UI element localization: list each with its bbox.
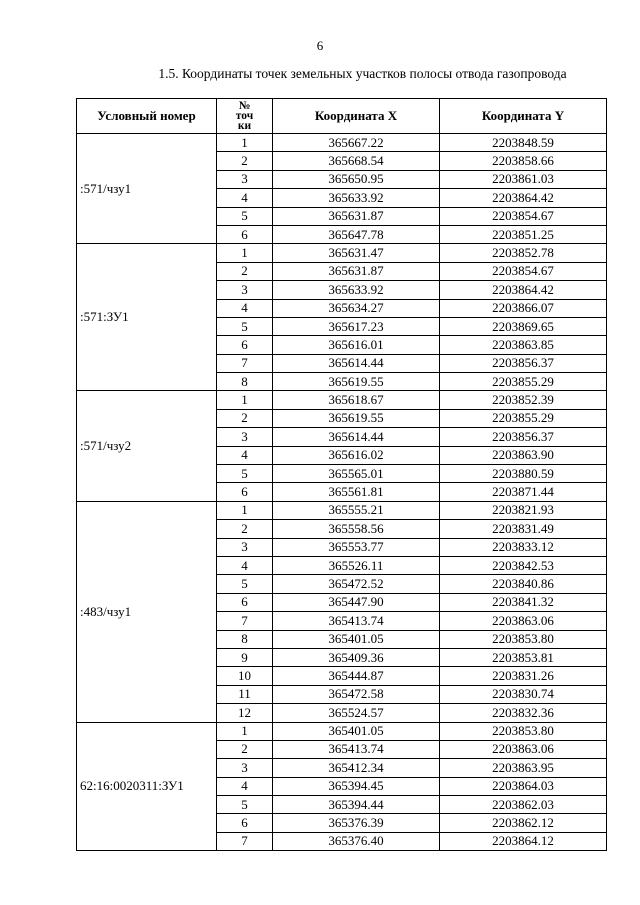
coordinate-y-cell: 2203863.06 (440, 612, 607, 630)
coordinate-x-cell: 365619.55 (273, 373, 440, 391)
coordinate-x-cell: 365619.55 (273, 409, 440, 427)
point-number-cell: 5 (217, 317, 273, 335)
coordinate-x-cell: 365634.27 (273, 299, 440, 317)
coordinate-y-cell: 2203853.80 (440, 722, 607, 740)
header-point-number (217, 99, 273, 134)
coordinate-y-cell: 2203851.25 (440, 225, 607, 243)
coordinate-y-cell: 2203864.42 (440, 281, 607, 299)
coordinate-x-cell: 365631.87 (273, 207, 440, 225)
coordinate-y-cell: 2203831.26 (440, 667, 607, 685)
coordinate-x-cell: 365413.74 (273, 740, 440, 758)
point-number-cell: 1 (217, 722, 273, 740)
coordinate-y-cell: 2203852.78 (440, 244, 607, 262)
point-number-cell: 4 (217, 299, 273, 317)
point-number-cell: 8 (217, 630, 273, 648)
point-number-cell: 9 (217, 648, 273, 666)
point-number-cell: 1 (217, 134, 273, 152)
coordinate-x-cell: 365472.52 (273, 575, 440, 593)
coordinate-y-cell: 2203832.36 (440, 704, 607, 722)
coordinate-x-cell: 365614.44 (273, 354, 440, 372)
point-number-cell: 1 (217, 244, 273, 262)
coordinate-x-cell: 365553.77 (273, 538, 440, 556)
coordinate-y-cell: 2203830.74 (440, 685, 607, 703)
point-number-cell: 3 (217, 170, 273, 188)
point-number-cell: 6 (217, 814, 273, 832)
coordinate-x-cell: 365631.47 (273, 244, 440, 262)
coordinate-y-cell: 2203862.12 (440, 814, 607, 832)
coordinate-x-cell: 365444.87 (273, 667, 440, 685)
point-number-cell: 5 (217, 465, 273, 483)
coordinate-y-cell: 2203853.80 (440, 630, 607, 648)
coordinate-x-cell: 365555.21 (273, 501, 440, 519)
coordinate-y-cell: 2203861.03 (440, 170, 607, 188)
coordinate-y-cell: 2203856.37 (440, 428, 607, 446)
point-number-cell: 8 (217, 373, 273, 391)
coordinate-x-cell: 365558.56 (273, 520, 440, 538)
coordinate-y-cell: 2203863.85 (440, 336, 607, 354)
point-number-cell: 7 (217, 354, 273, 372)
coordinate-y-cell: 2203842.53 (440, 556, 607, 574)
header-point-line: № (238, 100, 251, 112)
table-row (77, 391, 607, 409)
coordinate-x-cell: 365472.58 (273, 685, 440, 703)
point-number-cell: 7 (217, 612, 273, 630)
point-number-cell: 6 (217, 225, 273, 243)
coordinate-y-cell: 2203863.95 (440, 759, 607, 777)
header-coordinate-x: Координата X (273, 99, 440, 134)
coordinate-x-cell: 365565.01 (273, 465, 440, 483)
parcel-name-cell: :483/чзу1 (77, 501, 217, 722)
coordinate-y-cell: 2203864.42 (440, 189, 607, 207)
coordinate-y-cell: 2203854.67 (440, 207, 607, 225)
coordinate-x-cell: 365447.90 (273, 593, 440, 611)
coordinate-x-cell: 365633.92 (273, 189, 440, 207)
coordinate-y-cell: 2203855.29 (440, 373, 607, 391)
parcel-name-cell: 62:16:0020311:ЗУ1 (77, 722, 217, 851)
coordinate-y-cell: 2203866.07 (440, 299, 607, 317)
point-number-cell: 2 (217, 740, 273, 758)
coordinate-y-cell: 2203862.03 (440, 796, 607, 814)
parcel-name-cell: :571/чзу1 (77, 134, 217, 244)
point-number-cell: 4 (217, 189, 273, 207)
coordinates-table (76, 98, 607, 851)
point-number-cell: 2 (217, 409, 273, 427)
coordinate-y-cell: 2203863.90 (440, 446, 607, 464)
point-number-cell: 2 (217, 262, 273, 280)
point-number-cell: 12 (217, 704, 273, 722)
coordinate-x-cell: 365401.05 (273, 722, 440, 740)
table-row (77, 501, 607, 519)
coordinate-y-cell: 2203869.65 (440, 317, 607, 335)
coordinate-x-cell: 365617.23 (273, 317, 440, 335)
coordinate-x-cell: 365394.44 (273, 796, 440, 814)
header-conditional-number: Условный номер (77, 99, 217, 134)
table-row (77, 722, 607, 740)
point-number-cell: 5 (217, 575, 273, 593)
coordinate-y-cell: 2203840.86 (440, 575, 607, 593)
coordinate-x-cell: 365526.11 (273, 556, 440, 574)
point-number-cell: 6 (217, 593, 273, 611)
parcel-name-cell: :571/чзу2 (77, 391, 217, 501)
coordinate-y-cell: 2203852.39 (440, 391, 607, 409)
coordinate-x-cell: 365524.57 (273, 704, 440, 722)
header-point-line: ки (237, 120, 252, 132)
coordinate-y-cell: 2203841.32 (440, 593, 607, 611)
coordinate-y-cell: 2203848.59 (440, 134, 607, 152)
coordinate-x-cell: 365631.87 (273, 262, 440, 280)
coordinate-x-cell: 365650.95 (273, 170, 440, 188)
coordinate-x-cell: 365376.39 (273, 814, 440, 832)
point-number-cell: 6 (217, 483, 273, 501)
point-number-cell: 4 (217, 556, 273, 574)
coordinate-x-cell: 365376.40 (273, 832, 440, 850)
coordinate-y-cell: 2203821.93 (440, 501, 607, 519)
header-point-line: точ (235, 110, 254, 122)
table-header-row (77, 99, 607, 134)
header-coordinate-y: Координата Y (440, 99, 607, 134)
table-body (77, 134, 607, 851)
coordinate-y-cell: 2203880.59 (440, 465, 607, 483)
point-number-cell: 4 (217, 446, 273, 464)
section-heading: 1.5. Координаты точек земельных участков полосы отвода газопровода (158, 66, 567, 81)
coordinate-y-cell: 2203871.44 (440, 483, 607, 501)
coordinate-y-cell: 2203831.49 (440, 520, 607, 538)
point-number-cell: 3 (217, 281, 273, 299)
point-number-cell: 2 (217, 152, 273, 170)
coordinate-x-cell: 365412.34 (273, 759, 440, 777)
point-number-cell: 2 (217, 520, 273, 538)
point-number-cell: 1 (217, 391, 273, 409)
point-number-cell: 7 (217, 832, 273, 850)
coordinate-x-cell: 365561.81 (273, 483, 440, 501)
coordinate-x-cell: 365616.02 (273, 446, 440, 464)
coordinate-x-cell: 365618.67 (273, 391, 440, 409)
page-number: 6 (316, 38, 324, 53)
table-row (77, 244, 607, 262)
point-number-cell: 3 (217, 538, 273, 556)
coordinate-x-cell: 365401.05 (273, 630, 440, 648)
coordinate-y-cell: 2203858.66 (440, 152, 607, 170)
coordinate-x-cell: 365614.44 (273, 428, 440, 446)
coordinate-x-cell: 365668.54 (273, 152, 440, 170)
coordinate-x-cell: 365394.45 (273, 777, 440, 795)
coordinate-y-cell: 2203854.67 (440, 262, 607, 280)
point-number-cell: 10 (217, 667, 273, 685)
coordinate-x-cell: 365616.01 (273, 336, 440, 354)
coordinate-y-cell: 2203833.12 (440, 538, 607, 556)
coordinate-x-cell: 365633.92 (273, 281, 440, 299)
table-row (77, 134, 607, 152)
coordinate-y-cell: 2203864.12 (440, 832, 607, 850)
parcel-name-cell: :571:ЗУ1 (77, 244, 217, 391)
point-number-cell: 5 (217, 796, 273, 814)
point-number-cell: 3 (217, 428, 273, 446)
point-number-cell: 1 (217, 501, 273, 519)
point-number-cell: 3 (217, 759, 273, 777)
point-number-cell: 6 (217, 336, 273, 354)
coordinate-y-cell: 2203856.37 (440, 354, 607, 372)
coordinate-x-cell: 365647.78 (273, 225, 440, 243)
point-number-cell: 5 (217, 207, 273, 225)
coordinate-y-cell: 2203864.03 (440, 777, 607, 795)
coordinate-y-cell: 2203853.81 (440, 648, 607, 666)
coordinate-x-cell: 365409.36 (273, 648, 440, 666)
point-number-cell: 11 (217, 685, 273, 703)
coordinate-x-cell: 365667.22 (273, 134, 440, 152)
coordinate-y-cell: 2203863.06 (440, 740, 607, 758)
coordinate-y-cell: 2203855.29 (440, 409, 607, 427)
coordinate-x-cell: 365413.74 (273, 612, 440, 630)
point-number-cell: 4 (217, 777, 273, 795)
